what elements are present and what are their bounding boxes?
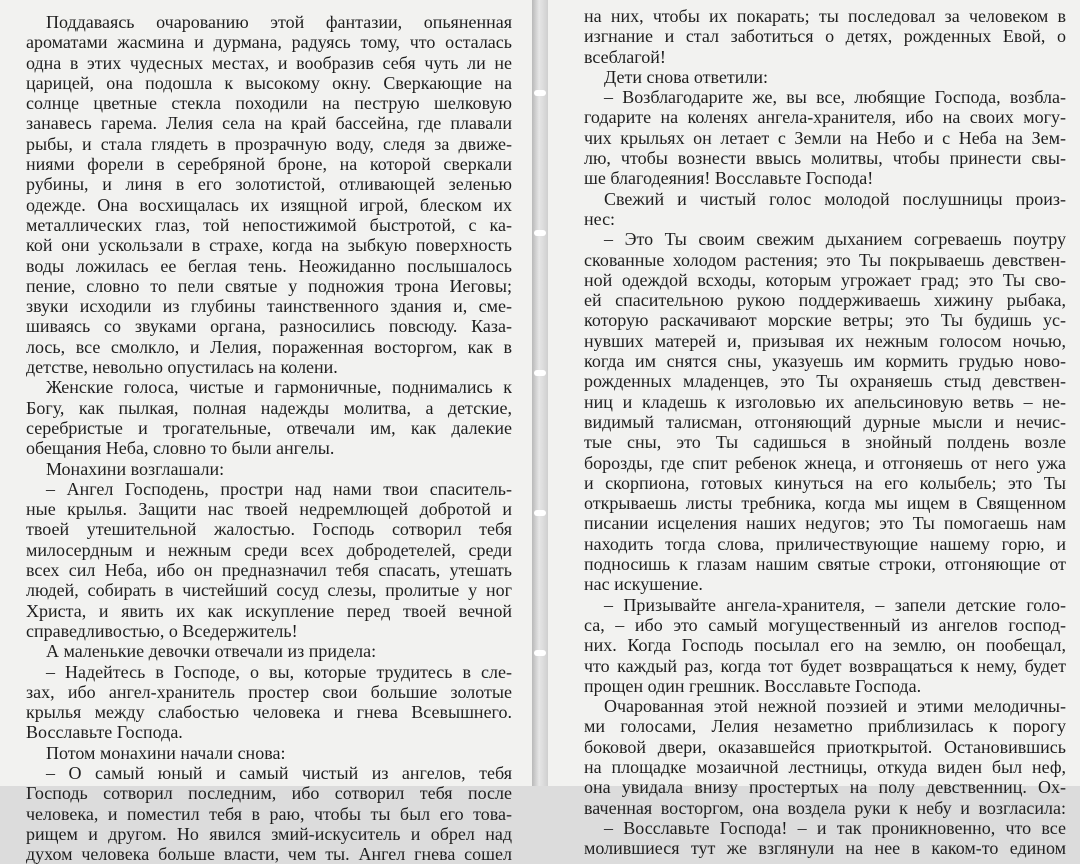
text-line: Христа, и явить их как искупление перед твоей вечной <box>26 600 512 621</box>
text-line: зах, ибо ангел-хранитель простер свои большие золотые <box>26 681 512 702</box>
text-line: – Надейтесь в Господе, о вы, которые трудитесь в сле- <box>46 661 512 682</box>
text-line: изгнание и стал заботиться о детях, рожденных Евой, о <box>584 26 1066 47</box>
text-line: А маленькие девочки отвечали из придела: <box>46 641 377 662</box>
text-line: нес: <box>584 208 616 229</box>
text-line: ми голосами, Лелия незаметно приблизилась к порогу <box>584 716 1066 737</box>
text-line: справедливостью, о Вседержитель! <box>26 620 298 641</box>
text-line: нувших матерей и, призывая их нежным голосом ночью, <box>584 330 1066 351</box>
text-line: них. Когда Господь посылал его на землю, он пообещал, <box>584 635 1066 656</box>
text-line: ные крылья. Защити нас твоей недремлющей добротой и <box>26 499 512 520</box>
text-line: ной одеждой всходы, которым угрожает град; это Ты сво- <box>584 269 1066 290</box>
left-page <box>0 0 532 864</box>
text-line: открываешь листы требника, когда мы ищем в Священном <box>584 493 1066 514</box>
text-line: шиваясь со звуками органа, разносились повсюду. Каза- <box>26 316 512 337</box>
text-line: на площадке мозаичной лестницы, откуда виден был неф, <box>584 756 1066 777</box>
right-page <box>548 0 1080 859</box>
text-line: и скорпиона, готовых кинуться на его колыбель; это Ты <box>584 472 1066 493</box>
text-line: находить тогда слова, приличествующие нашему горю, и <box>584 533 1066 554</box>
text-line: чих крыльях он летает с Земли на Небо и с Неба на Зем- <box>584 127 1066 148</box>
text-line: Восславьте Господа. <box>26 722 183 743</box>
text-line: воды ложилась ее беглая тень. Неожиданно послышалось <box>26 255 512 276</box>
text-line: са, – ибо это самый могущественный из ангелов господ- <box>584 614 1066 635</box>
text-line: Богу, как пылкая, полная надежды молитва, а детские, <box>26 397 512 418</box>
text-line: пение, словно то пели святые у подножия трона Иеговы; <box>26 275 512 296</box>
text-line: писании исцеления наших недугов; это Ты помогаешь нам <box>584 513 1066 534</box>
text-line: лю, чтобы вознести ввысь молитвы, чтобы принести свы- <box>584 148 1066 169</box>
text-line: Господь сотворил последним, ибо сотворил тебя после <box>26 783 512 804</box>
binding-hole <box>534 90 546 96</box>
text-line: боковой двери, оказавшейся приоткрытой. Остановившись <box>584 736 1066 757</box>
text-line: кой они ускользали в страхе, когда на зыбкую поверхность <box>26 235 512 256</box>
text-line: людей, собирать в чистейший сосуд слезы, пролитые у ног <box>26 580 512 601</box>
text-line: – Призывайте ангела-хранителя, – запели детские голо- <box>604 594 1066 615</box>
text-line: крылья между слабостью человека и гнева Всевышнего. <box>26 702 512 723</box>
text-line: звуки исходили из глубины таинственного здания и, сме- <box>26 296 512 317</box>
text-line: рищем и другом. Но явился змий-искуситель и обрел над <box>26 823 512 844</box>
text-line: – Это Ты своим свежим дыханием согреваешь поутру <box>604 229 1066 250</box>
text-line: тые сны, это Ты садишься в знойный полдень возле <box>584 432 1066 453</box>
text-line: обещания Неба, словно то были ангелы. <box>26 438 335 459</box>
text-line: прощен один грешник. Восславьте Господа. <box>584 675 922 696</box>
text-line: Свежий и чистый голос молодой послушницы произ- <box>604 188 1066 209</box>
text-line: царицей, она подошла к высокому окну. Сверкающие на <box>26 72 512 93</box>
text-line: человека, и поместил тебя в раю, чтобы ты был его това- <box>26 803 512 824</box>
text-line: Поддаваясь очарованию этой фантазии, опьяненная <box>46 12 512 32</box>
text-line: Женские голоса, чистые и гармоничные, поднимались к <box>46 377 512 398</box>
text-line: духом человека больше власти, чем ты. Ангел гнева сошел <box>26 844 512 864</box>
text-line: Монахини возглашали: <box>46 458 225 479</box>
text-line: ваченная восторгом, она воздела руки к небу и возгласила: <box>584 797 1066 818</box>
text-line: подносишь к глазам нашим святые строки, отгоняющие от <box>584 554 1066 575</box>
text-line: борозды, где спит ребенок жнеца, и отгоняешь от него ужа <box>584 452 1066 473</box>
binding-hole <box>534 370 546 376</box>
text-line: ше благодеяния! Восславьте Господа! <box>584 168 874 189</box>
text-line: скованные холодом растения; это Ты покрываешь девствен- <box>584 249 1066 270</box>
text-line: детстве, невольно опустилась на колени. <box>26 357 338 378</box>
text-line: Потом монахини начали снова: <box>46 742 286 763</box>
binding-hole <box>534 510 546 516</box>
text-line: одежде. Она восхищалась их изящной игрой, блеском их <box>26 194 512 215</box>
text-line: – Ангел Господень, простри над нами твои спаситель- <box>46 478 512 499</box>
text-line: видимый талисман, отгоняющий дурные мысли и нечис- <box>584 411 1066 432</box>
text-line: металлических глаз, той непостижимой быстротой, с ка- <box>26 214 512 235</box>
text-line: она увидала внизу простертых на полу девственниц. Ох- <box>584 777 1066 798</box>
text-line: ниц и кладешь к изголовью их апельсиновую ветвь – не- <box>584 391 1066 412</box>
text-line: Очарованная этой нежной поэзией и этими мелодичны- <box>604 696 1066 717</box>
text-line: на них, чтобы их покарать; ты последовал за человеком в <box>584 6 1066 26</box>
text-line: милосердным и нежным среди всех добродетелей, среди <box>26 539 512 560</box>
text-line: ей спасительною рукою поддерживаешь хижину рыбака, <box>584 290 1066 311</box>
text-line: серебристые и трогательные, отвечали им, как далекие <box>26 417 512 438</box>
binding-hole <box>534 650 546 656</box>
book-gutter <box>532 0 548 786</box>
text-line: рубины, и линя в его золотистой, отливающей зеленью <box>26 174 512 195</box>
text-line: годарите на коленях ангела-хранителя, ибо на своих могу- <box>584 107 1066 128</box>
text-line: одна в этих чудесных местах, и вообразив себя чуть ли не <box>26 52 512 73</box>
text-line: лось, все смолкло, и Лелия, пораженная восторгом, как в <box>26 336 512 357</box>
text-line: ароматами жасмина и дурмана, радуясь тому, что осталась <box>26 32 512 53</box>
text-line: нас искушение. <box>584 574 703 595</box>
text-line: занавесь гарема. Лелия села на край бассейна, где плавали <box>26 113 512 134</box>
text-line: рожденных младенцев, это Ты охраняешь стыд девствен- <box>584 371 1066 392</box>
text-line: которую раскачивают морские ветры; это Ты будишь ус- <box>584 310 1066 331</box>
binding-hole <box>534 230 546 236</box>
text-line: молившиеся тут же взглянули на нее в каком-то едином <box>584 838 1066 859</box>
text-line: – О самый юный и самый чистый из ангелов, тебя <box>46 762 512 783</box>
text-line: рыбы, и стала глядеть в прозрачную воду, следя за движе- <box>26 133 512 154</box>
text-line: всеблагой! <box>584 46 666 67</box>
text-line: что каждый раз, когда тот будет возвращаться к нему, будет <box>584 655 1066 676</box>
text-line: когда им снятся сны, указуешь им кормить грудью ново- <box>584 351 1066 372</box>
text-line: – Восславьте Господа! – и так проникновенно, что все <box>604 817 1066 838</box>
text-line: всех сил Неба, ибо он предназначил тебя спасать, утешать <box>26 560 512 581</box>
text-line: Дети снова ответили: <box>604 66 768 87</box>
text-line: ниями форели в серебряной броне, на которой сверкали <box>26 154 512 175</box>
text-line: твоей утешительной жалостью. Господь сотворил тебя <box>26 519 512 540</box>
text-line: – Возблагодарите же, вы все, любящие Господа, возбла- <box>604 87 1066 108</box>
text-line: солнце цветные стекла походили на пеструю шелковую <box>26 93 512 114</box>
